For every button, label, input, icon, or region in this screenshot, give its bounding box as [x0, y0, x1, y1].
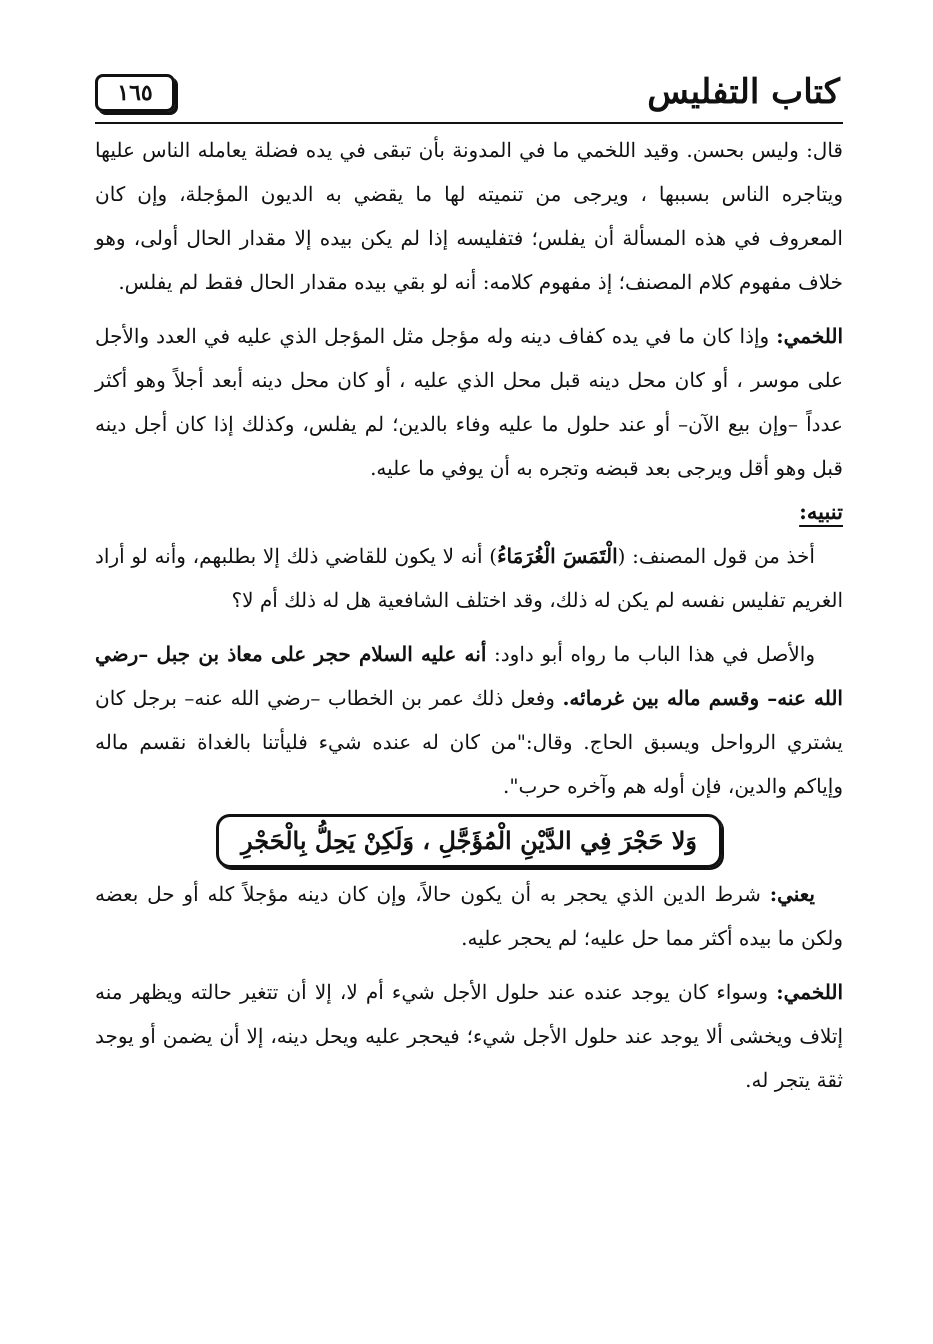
- paragraph-4-start: والأصل في هذا الباب ما رواه أبو داود:: [486, 642, 815, 666]
- paragraph-2-text: وإذا كان ما في يده كفاف دينه وله مؤجل مثل المؤجل الذي عليه في العدد والأجل على موسر ، أو كان محل دينه قبل محل الذي عليه ، أو كان محل دينه أبعد أجلاً وهو أكثر عدداً –وإن بيع الآن– أو عند حلول ما عليه وفاء بالدين؛ لم يفلس، وكذلك إذا كان أجل دينه قبل وهو أقل ويرجى بعد قبضه وتجره به أن يوفي ما عليه.: [95, 324, 843, 480]
- page-header: [95, 70, 840, 120]
- matn-verse: وَلا حَجْرَ فِي الدَّيْنِ الْمُؤَجَّلِ ، وَلَكِنْ يَحِلُّ بِالْحَجْرِ: [216, 814, 722, 868]
- paragraph-6-text: وسواء كان يوجد عنده عند حلول الأجل شيء أم لا، إلا أن تتغير حالته ويظهر منه إتلاف ويخشى ألا يوجد عند حلول الأجل شيء؛ فيحجر عليه ويحل دينه، إلا أن يضمن أو يوجد ثقة يتجر له.: [95, 980, 843, 1092]
- running-title: كتاب التفليس: [647, 72, 840, 112]
- note-heading: تنبيه:: [799, 499, 843, 524]
- paragraph-4: [95, 632, 843, 808]
- paragraph-5: [95, 872, 843, 960]
- page-body: [95, 128, 843, 1102]
- paragraph-3-quote: الْتَمَسَ الْغُرَمَاءُ: [497, 544, 618, 568]
- page-number-box: [95, 74, 175, 112]
- paragraph-4-hadith: أنه عليه السلام حجر على معاذ بن جبل –رضي الله عنه– وقسم ماله بين غرمائه.: [95, 642, 843, 710]
- verse-container: [95, 814, 843, 868]
- paragraph-3-end: ) أنه لا يكون للقاضي ذلك إلا بطلبهم، وأنه لو أراد الغريم تفليس نفسه لم يكن له ذلك، وقد اختلف الشافعية هل له ذلك أم لا؟: [95, 544, 843, 612]
- paragraph-3-start: أخذ من قول المصنف: (: [617, 544, 815, 568]
- paragraph-5-text: شرط الدين الذي يحجر به أن يكون حالاً، وإن كان دينه مؤجلاً كله أو حل بعضه ولكن ما بيده أكثر مما حل عليه؛ لم يحجر عليه.: [95, 882, 843, 950]
- paragraph-5-label: يعني:: [769, 882, 815, 906]
- paragraph-2: [95, 314, 843, 490]
- header-rule: [95, 122, 843, 124]
- paragraph-2-label: اللخمي:: [776, 324, 843, 348]
- paragraph-3: [95, 534, 843, 622]
- paragraph-1: قال: وليس بحسن. وقيد اللخمي ما في المدونة بأن تبقى في يده فضلة يعامله الناس عليها ويتاجره الناس بسببها ، ويرجى من تنميته لها ما يقضي به الديون المؤجلة، وإن كان المعروف في هذه المسألة أن يفلس؛ فتفليسه إذا لم يكن بيده إلا مقدار الحال أولى، وهو خلاف مفهوم كلام المصنف؛ إذ مفهوم كلامه: أنه لو بقي بيده مقدار الحال فقط لم يفلس.: [95, 138, 843, 294]
- paragraph-6-label: اللخمي:: [776, 980, 843, 1004]
- page-number: ١٦٥: [117, 80, 153, 106]
- paragraph-6: [95, 970, 843, 1102]
- paragraph-4-end: وفعل ذلك عمر بن الخطاب –رضي الله عنه– برجل كان يشتري الرواحل ويسبق الحاج. وقال:"من كان له عنده شيء فليأتنا بالغداة نقسم ماله وإياكم والدين، فإن أوله هم وآخره حرب".: [95, 686, 843, 798]
